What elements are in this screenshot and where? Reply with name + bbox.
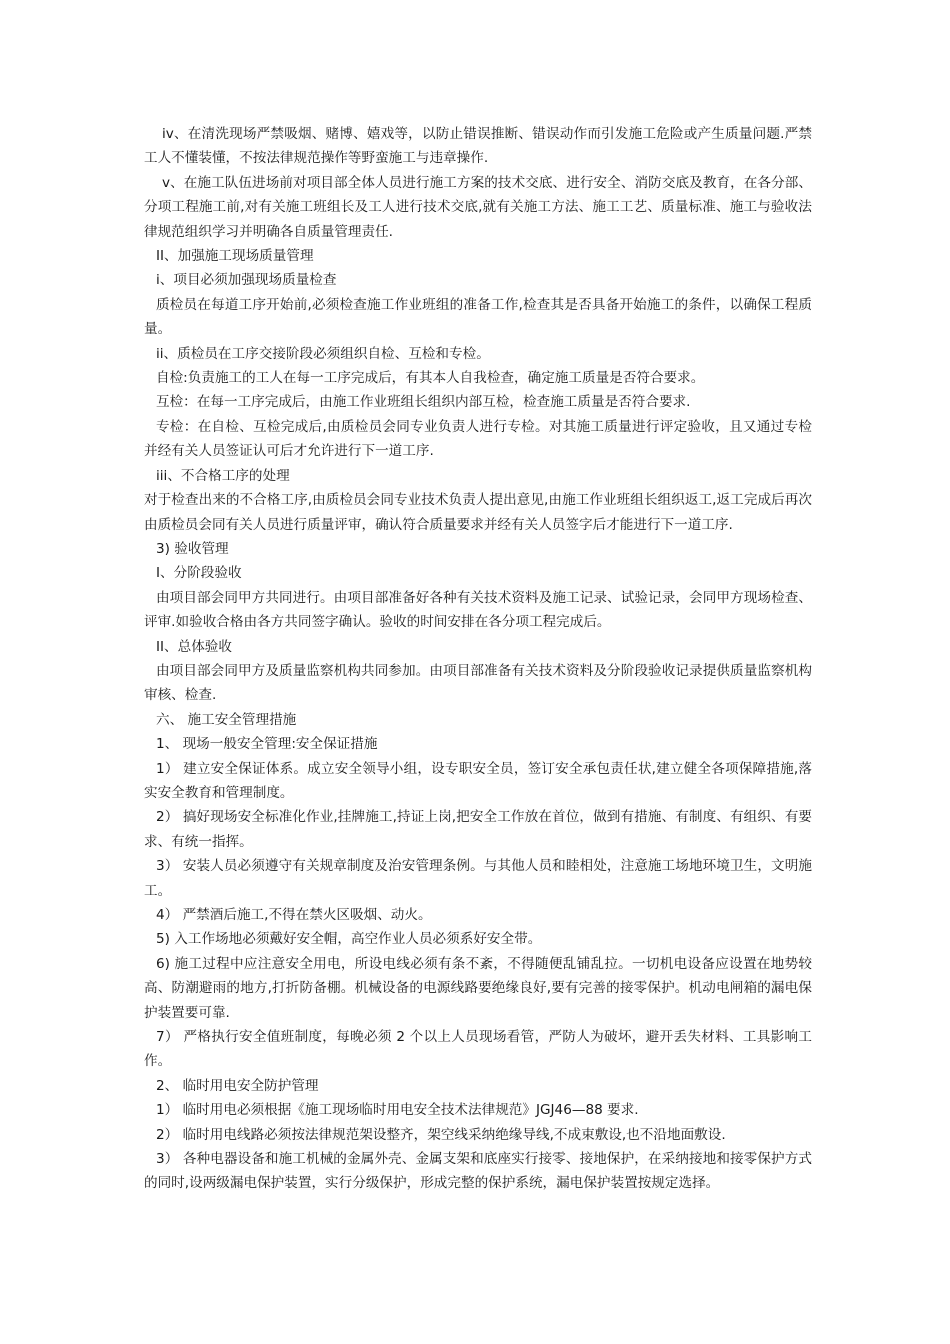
paragraph-self-check: 自检:负责施工的工人在每一工序完成后，有其本人自我检查，确定施工质量是否符合要求。 xyxy=(156,370,705,387)
paragraph-electric-safety: 6) 施工过程中应注意安全用电，所设电线必须有条不紊，不得随便乱铺乱拉。一切机电设备应设置在地势较高、防潮避雨的地方,打折防备棚。机械设备的电源线路要绝缘良好,要有完善的接零保护。机动电闸箱的漏电保护装置要可靠. xyxy=(144,955,812,1021)
paragraph-safety-system: 1） 建立安全保证体系。成立安全领导小组，设专职安全员，签订安全承包责任状,建立健全各项保障措施,落实安全教育和管理制度。 xyxy=(144,760,812,801)
paragraph-power-lines: 2） 临时用电线路必须按法律规范架设整齐，架空线采纳绝缘导线,不成束敷设,也不沿地面敷设. xyxy=(156,1126,726,1143)
paragraph-no-drinking: 4） 严禁酒后施工,不得在禁火区吸烟、动火。 xyxy=(156,907,432,923)
paragraph-overall-acceptance: 由项目部会同甲方及质量监察机构共同参加。由项目部准备有关技术资料及分阶段验收记录提供质量监察机构审核、检查. xyxy=(144,662,812,704)
heading-temporary-power: 2、 临时用电安全防护管理 xyxy=(156,1077,319,1094)
paragraph-safety-helmet: 5) 入工作场地必须戴好安全帽，高空作业人员必须系好安全带。 xyxy=(156,931,542,948)
paragraph-iv-cleaning-site-rules: iv、在清洗现场严禁吸烟、赌博、嬉戏等，以防止错误推断、错误动作而引发施工危险或产生质量问题.严禁工人不懂装懂，不按法律规范操作等野蛮施工与违章操作. xyxy=(144,126,812,167)
paragraph-mutual-check: 互检：在每一工序完成后，由施工作业班组长组织内部互检，检查施工质量是否符合要求. xyxy=(156,394,691,411)
paragraph-installer-rules: 3） 安装人员必须遵守有关规章制度及治安管理条例。与其他人员和睦相处，注意施工场地环境卫生，文明施工。 xyxy=(144,858,812,899)
paragraph-duty-system: 7） 严格执行安全值班制度，每晚必须 2 个以上人员现场看管，严防人为破坏，避开丢失材料、工具影响工作。 xyxy=(144,1029,812,1070)
heading-general-safety: 1、 现场一般安全管理:安全保证措施 xyxy=(156,736,378,753)
paragraph-power-standard: 1） 临时用电必须根据《施工现场临时用电安全技术法律规范》JGJ46—88 要求. xyxy=(156,1102,639,1119)
heading-handover-checks: ii、质检员在工序交接阶段必须组织自检、互检和专检。 xyxy=(156,345,490,362)
paragraph-nonconforming-handling: 对于检查出来的不合格工序,由质检员会同专业技术负责人提出意见,由施工作业班组长组织返工,返工完成后再次由质检员会同有关人员进行质量评审，确认符合质量要求并经有关人员签字后才能进行下一道工序. xyxy=(144,492,812,533)
heading-safety-management: 六、 施工安全管理措施 xyxy=(156,711,297,728)
heading-nonconforming-process: iii、不合格工序的处理 xyxy=(156,467,290,484)
heading-acceptance-management: 3) 验收管理 xyxy=(156,540,229,557)
document-body xyxy=(144,122,812,1196)
paragraph-staged-acceptance: 由项目部会同甲方共同进行。由项目部准备好各种有关技术资料及施工记录、试验记录，会同甲方现场检查、评审.如验收合格由各方共同签字确认。验收的时间安排在各分项工程完成后。 xyxy=(144,589,812,631)
paragraph-v-technical-briefing: v、在施工队伍进场前对项目部全体人员进行施工方案的技术交底、进行安全、消防交底及教育，在各分部、分项工程施工前,对有关施工班组长及工人进行技术交底,就有关施工方法、施工工艺、质量标准、施工与验收法律规范组织学习并明确各自质量管理责任. xyxy=(144,174,812,240)
heading-strengthen-site-quality: II、加强施工现场质量管理 xyxy=(156,248,314,265)
heading-overall-acceptance: II、总体验收 xyxy=(156,638,232,655)
heading-staged-acceptance: I、分阶段验收 xyxy=(156,565,242,582)
paragraph-inspector-check: 质检员在每道工序开始前,必须检查施工作业班组的准备工作,检查其是否具备开始施工的条件，以确保工程质量。 xyxy=(144,296,812,338)
paragraph-grounding-protection: 3） 各种电器设备和施工机械的金属外壳、金属支架和底座实行接零、接地保护，在采纳接地和接零保护方式的同时,设两级漏电保护装置，实行分级保护，形成完整的保护系统，漏电保护装置按规定选择。 xyxy=(144,1151,812,1192)
paragraph-standardized-work: 2） 搞好现场安全标准化作业,挂牌施工,持证上岗,把安全工作放在首位，做到有措施、有制度、有组织、有要求、有统一指挥。 xyxy=(144,809,812,850)
paragraph-special-check: 专检：在自检、互检完成后,由质检员会同专业负责人进行专检。对其施工质量进行评定验收，且又通过专检并经有关人员签证认可后才允许进行下一道工序. xyxy=(144,418,812,460)
heading-site-quality-inspection: i、项目必须加强现场质量检查 xyxy=(156,272,337,289)
